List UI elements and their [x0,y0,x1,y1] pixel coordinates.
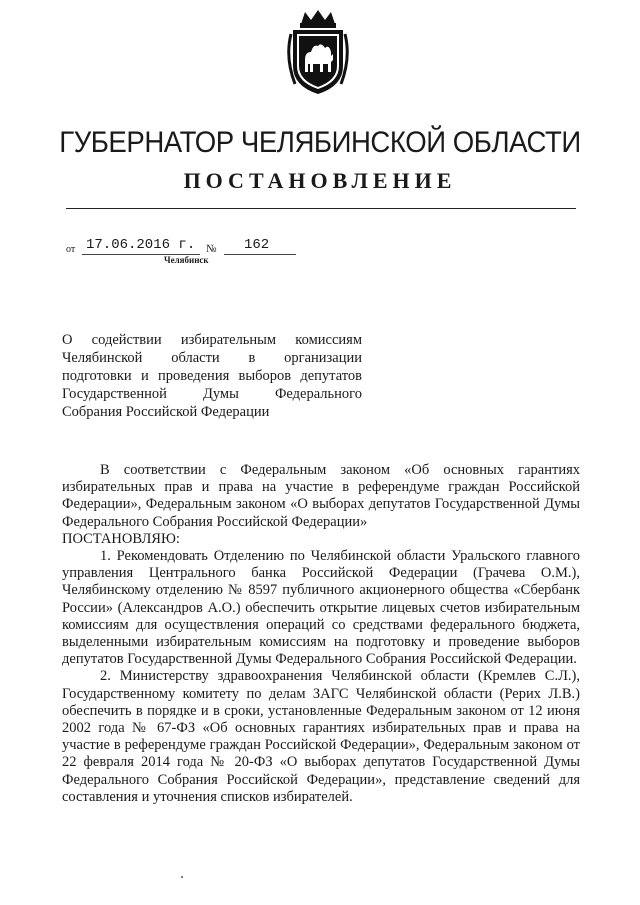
from-label: от [66,244,76,255]
document-number: 162 [244,237,270,253]
city-label: Челябинск [164,255,209,265]
subject-line: Челябинской области в организации [62,350,362,366]
item-1-paragraph: 1. Рекомендовать Отделению по Челябинской области Уральского главного управления Центрального банка Российской Федерации (Грачева О.М.), Челябинскому отделению № 8597 публичного акционерного общества «Сбербанк России» (Александров А.О.) обеспечить открытие лицевых счетов избирательным комиссиям для осуществления операций со средствами федерального бюджета, выделенными избирательным комиссиям на подготовку и проведение выборов депутатов Государственной Думы Федерального Собрания Российской Федерации. [62,548,580,668]
subject-line: Собрания Российской Федерации [62,404,270,420]
governor-title: ГУБЕРНАТОР ЧЕЛЯБИНСКОЙ ОБЛАСТИ [59,126,581,159]
subject-block [62,331,362,421]
header-divider [66,208,576,209]
number-label: № [206,243,217,255]
document-type-title: ПОСТАНОВЛЕНИЕ [183,168,457,193]
decree-body [62,462,580,806]
subject-line: О содействии избирательным комиссиям [62,332,362,348]
number-underline [224,254,296,255]
subject-line: подготовки и проведения выборов депутатов [62,368,362,384]
subject-line: Государственной Думы Федерального [62,386,362,402]
coat-of-arms-emblem [285,8,351,96]
date-number-row [66,237,306,257]
resolve-heading: ПОСТАНОВЛЯЮ: [62,530,180,547]
document-date: 17.06.2016 г. [86,237,196,253]
preamble-paragraph: В соответствии с Федеральным законом «Об основных гарантиях избирательных прав и права на участие в референдуме граждан Российской Федерации», Федеральным законом «О выборах депутатов Государственной Думы Федерального Собрания Российской Федерации» [62,462,580,530]
scan-speck [181,876,183,878]
item-2-paragraph: 2. Министерству здравоохранения Челябинской области (Кремлев С.Л.), Государственному комитету по делам ЗАГС Челябинской области (Рерих Л.В.) обеспечить в порядке и в сроки, установленные Федеральным законом от 12 июня 2002 года № 67-ФЗ «Об основных гарантиях избирательных прав и права на участие в референдуме граждан Российской Федерации», Федеральным законом от 22 февраля 2014 года № 20-ФЗ «О выборах депутатов Государственной Думы Федерального Собрания Российской Федерации», представление сведений для составления и уточнения списков избирателей. [62,668,580,805]
